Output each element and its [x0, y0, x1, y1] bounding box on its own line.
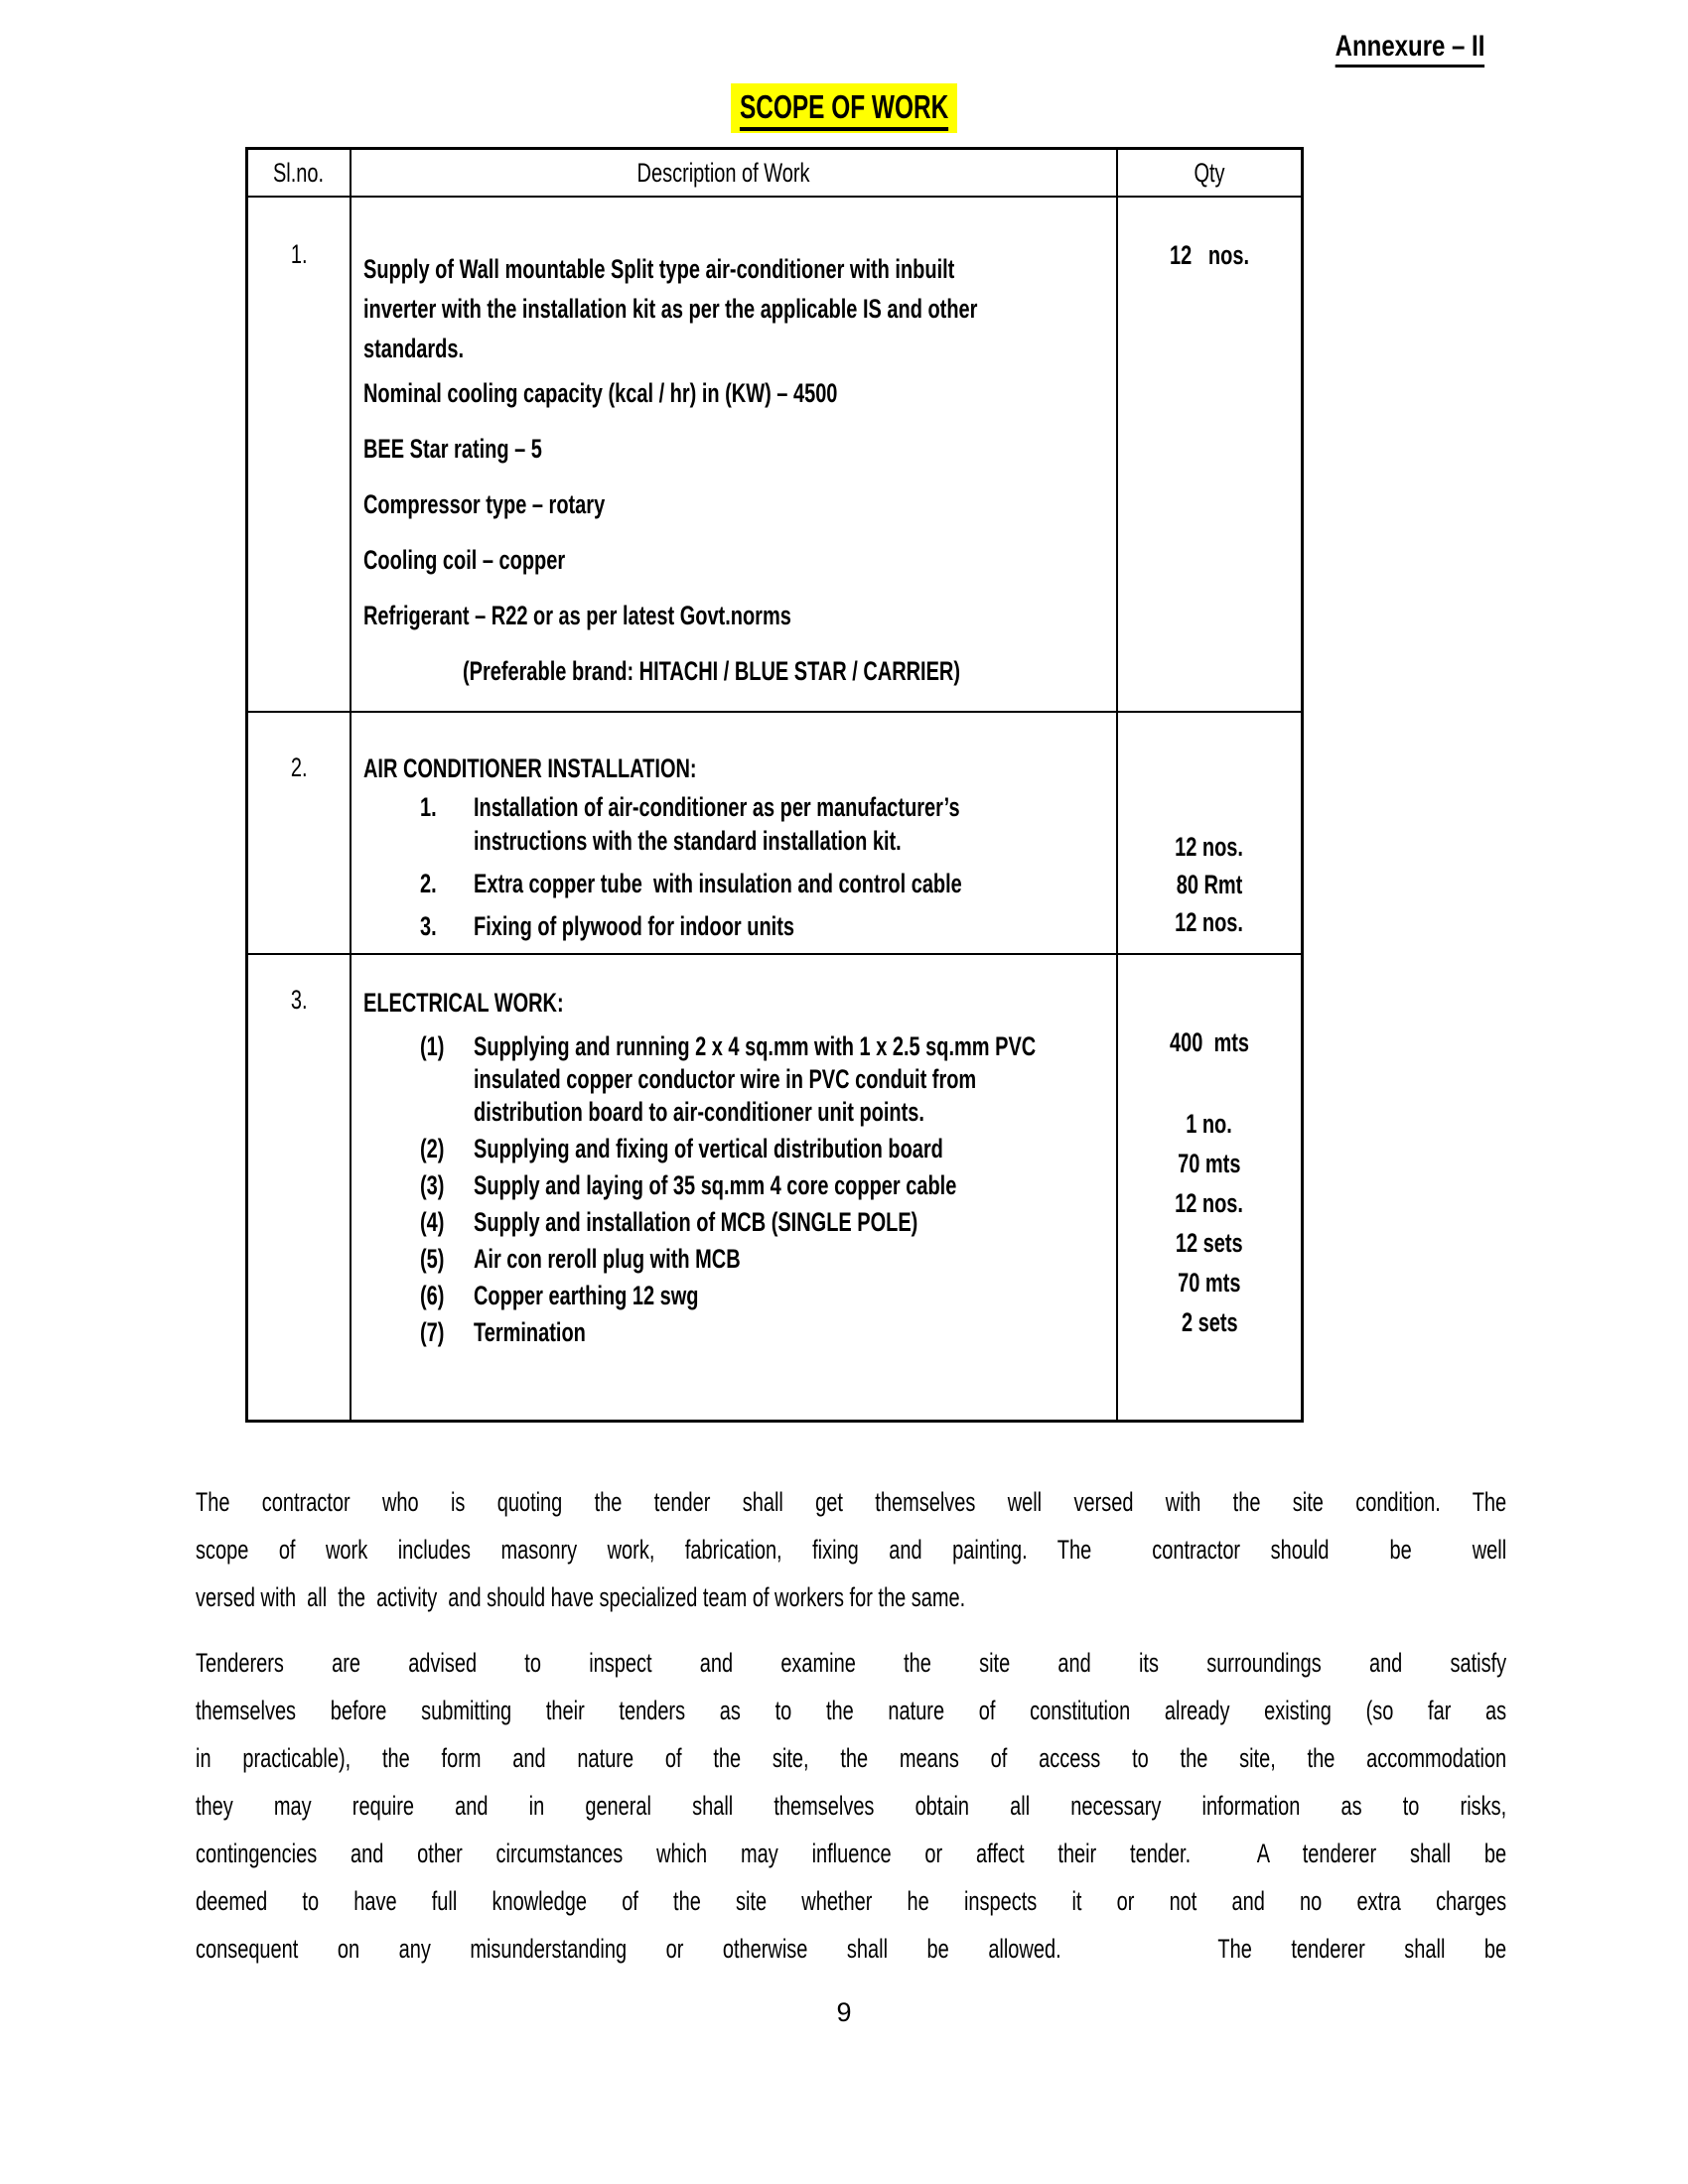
table-row-1	[248, 196, 1301, 711]
list-item: (3) Supply and laying of 35 sq.mm 4 core copper cable	[420, 1170, 957, 1200]
list-item: (6) Copper earthing 12 swg	[420, 1281, 699, 1310]
row1-spec: BEE Star rating – 5	[363, 434, 542, 464]
qty-value: 12 nos.	[1175, 832, 1244, 862]
annexure-label	[1298, 30, 1484, 64]
paragraph-line: Tenderers are advised to inspect and examine the site and its surroundings and satisfy	[196, 1648, 1507, 1678]
paragraph-line: they may require and in general shall themselves obtain all necessary information as to risks,	[196, 1791, 1507, 1821]
row1-para-line: standards.	[363, 334, 465, 363]
row1-para-line: Supply of Wall mountable Split type air-conditioner with inbuilt	[363, 254, 955, 284]
row1-para-line: inverter with the installation kit as per the applicable IS and other	[363, 294, 978, 324]
page-title-highlight	[731, 83, 957, 133]
paragraph-line: themselves before submitting their tenders as to the nature of constitution already existing (so far as	[196, 1696, 1507, 1725]
list-item: (1) Supplying and running 2 x 4 sq.mm with 1 x 2.5 sq.mm PVC insulated copper conductor wire in PVC conduit from distribution board to air-conditioner unit points.	[420, 1031, 1037, 1127]
page-number: 9	[836, 1997, 852, 2027]
list-item: (7) Termination	[420, 1317, 586, 1347]
page-title-wrap	[0, 83, 1688, 133]
row1-spec: Cooling coil – copper	[363, 545, 566, 575]
body-paragraph-2	[196, 1639, 1688, 1973]
list-item: 3. Fixing of plywood for indoor units	[420, 911, 794, 941]
qty-value: 70 mts	[1178, 1149, 1241, 1178]
header-qty: Qty	[1194, 158, 1225, 188]
list-item: (2) Supplying and fixing of vertical distribution board	[420, 1134, 943, 1163]
qty-value: 12 nos.	[1175, 1188, 1244, 1218]
scope-of-work-table	[245, 147, 1304, 1423]
qty-value: 400 mts	[1170, 1027, 1249, 1057]
list-item: (4) Supply and installation of MCB (SINGLE POLE)	[420, 1207, 918, 1237]
paragraph-line: contingencies and other circumstances which may influence or affect their tender. A tenderer shall be	[196, 1839, 1507, 1868]
annexure-text: Annexure – II	[1335, 30, 1484, 68]
row1-spec: Refrigerant – R22 or as per latest Govt.norms	[363, 601, 791, 630]
paragraph-line: The contractor who is quoting the tender shall get themselves well versed with the site condition. The	[196, 1487, 1507, 1517]
page-title: SCOPE OF WORK	[740, 88, 948, 131]
paragraph-line: consequent on any misunderstanding or otherwise shall be allowed. The tenderer shall be	[196, 1934, 1507, 1964]
row3-slno: 3.	[248, 955, 352, 1420]
row2-qty	[1118, 713, 1301, 953]
list-item: 2. Extra copper tube with insulation and control cable	[420, 869, 962, 898]
row1-description	[352, 198, 1118, 711]
qty-value: 1 no.	[1186, 1109, 1233, 1139]
row2-slno: 2.	[248, 713, 352, 953]
row3-heading: ELECTRICAL WORK:	[363, 988, 564, 1018]
row1-slno: 1.	[248, 198, 352, 711]
row1-brand-note: (Preferable brand: HITACHI / BLUE STAR / CARRIER)	[463, 656, 961, 686]
qty-value: 2 sets	[1181, 1307, 1238, 1337]
header-description: Description of Work	[352, 150, 1118, 196]
row1-spec: Compressor type – rotary	[363, 489, 606, 519]
qty-value: 70 mts	[1178, 1268, 1241, 1297]
row3-qty	[1118, 955, 1301, 1420]
row3-description	[352, 955, 1118, 1420]
table-row-2	[248, 711, 1301, 953]
row1-spec: Nominal cooling capacity (kcal / hr) in (KW) – 4500	[363, 378, 838, 408]
table-header-row	[248, 150, 1301, 196]
list-item: (5) Air con reroll plug with MCB	[420, 1244, 741, 1274]
header-slno: Sl.no.	[248, 150, 352, 196]
row2-item-list	[363, 790, 1096, 943]
body-paragraph-1	[196, 1478, 1688, 1621]
row1-qty: 12 nos.	[1170, 240, 1249, 270]
qty-value: 12 nos.	[1175, 907, 1244, 937]
row3-item-list	[363, 1030, 1096, 1349]
qty-value: 12 sets	[1176, 1228, 1243, 1258]
row2-description	[352, 713, 1118, 953]
paragraph-line: in practicable), the form and nature of the site, the means of access to the site, the accommodation	[196, 1743, 1507, 1773]
paragraph-line: deemed to have full knowledge of the site whether he inspects it or not and no extra charges	[196, 1886, 1507, 1916]
row2-heading: AIR CONDITIONER INSTALLATION:	[363, 753, 697, 783]
table-row-3	[248, 953, 1301, 1420]
list-item: 1. Installation of air-conditioner as per manufacturer’s instructions with the standard installation kit.	[420, 792, 960, 856]
qty-value: 80 Rmt	[1176, 870, 1243, 899]
paragraph-line: scope of work includes masonry work, fabrication, fixing and painting. The contractor should be well	[196, 1535, 1507, 1565]
paragraph-line: versed with all the activity and should have specialized team of workers for the same.	[196, 1582, 966, 1612]
